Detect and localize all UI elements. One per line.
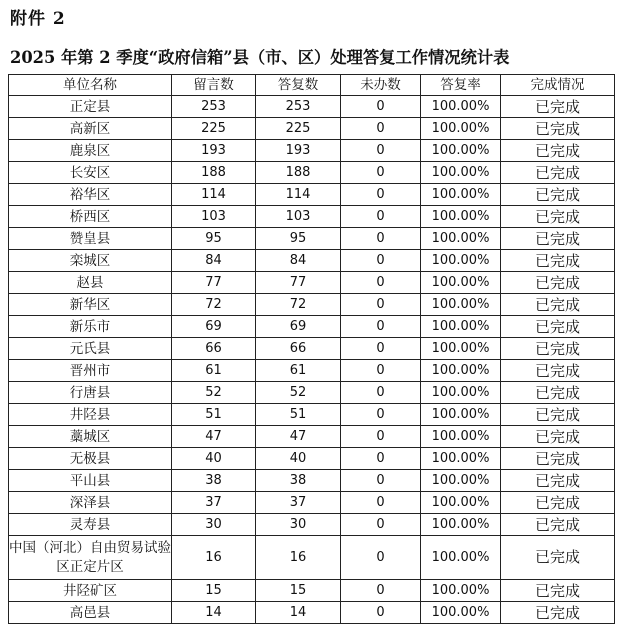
cell-unit-name: 高新区: [9, 118, 172, 140]
cell-unit-name: 无极县: [9, 448, 172, 470]
cell-message-count: 15: [172, 580, 256, 602]
table-row: [9, 426, 615, 448]
cell-reply-count: 52: [256, 382, 341, 404]
cell-message-count: 103: [172, 206, 256, 228]
cell-completion-status: 已完成: [501, 514, 615, 536]
table-row: [9, 492, 615, 514]
table-row: [9, 602, 615, 624]
cell-pending-count: 0: [341, 382, 421, 404]
table-row: [9, 316, 615, 338]
cell-unit-name: 赵县: [9, 272, 172, 294]
cell-pending-count: 0: [341, 162, 421, 184]
cell-completion-status: 已完成: [501, 184, 615, 206]
header-message-count: 留言数: [172, 75, 256, 96]
cell-completion-status: 已完成: [501, 602, 615, 624]
cell-completion-status: 已完成: [501, 206, 615, 228]
table-row: [9, 470, 615, 492]
cell-completion-status: 已完成: [501, 250, 615, 272]
table-header-row: [9, 75, 615, 96]
cell-reply-rate: 100.00%: [421, 602, 501, 624]
cell-completion-status: 已完成: [501, 426, 615, 448]
cell-reply-count: 15: [256, 580, 341, 602]
cell-reply-count: 37: [256, 492, 341, 514]
cell-unit-name: 新乐市: [9, 316, 172, 338]
table-row: [9, 96, 615, 118]
cell-pending-count: 0: [341, 536, 421, 580]
cell-message-count: 84: [172, 250, 256, 272]
cell-pending-count: 0: [341, 272, 421, 294]
cell-message-count: 30: [172, 514, 256, 536]
cell-unit-name: 藁城区: [9, 426, 172, 448]
cell-message-count: 69: [172, 316, 256, 338]
cell-reply-rate: 100.00%: [421, 228, 501, 250]
table-row: [9, 184, 615, 206]
cell-message-count: 37: [172, 492, 256, 514]
cell-pending-count: 0: [341, 448, 421, 470]
cell-unit-name: 中国（河北）自由贸易试验区正定片区: [9, 536, 172, 580]
cell-unit-name: 高邑县: [9, 602, 172, 624]
table-row: [9, 580, 615, 602]
cell-message-count: 188: [172, 162, 256, 184]
cell-unit-name: 井陉矿区: [9, 580, 172, 602]
table-row: [9, 338, 615, 360]
cell-pending-count: 0: [341, 514, 421, 536]
cell-completion-status: 已完成: [501, 96, 615, 118]
cell-pending-count: 0: [341, 206, 421, 228]
cell-unit-name: 栾城区: [9, 250, 172, 272]
cell-unit-name: 深泽县: [9, 492, 172, 514]
cell-unit-name: 新华区: [9, 294, 172, 316]
cell-completion-status: 已完成: [501, 448, 615, 470]
cell-reply-count: 103: [256, 206, 341, 228]
cell-reply-rate: 100.00%: [421, 448, 501, 470]
cell-message-count: 14: [172, 602, 256, 624]
cell-pending-count: 0: [341, 316, 421, 338]
cell-reply-rate: 100.00%: [421, 404, 501, 426]
cell-reply-rate: 100.00%: [421, 184, 501, 206]
cell-reply-rate: 100.00%: [421, 272, 501, 294]
cell-reply-rate: 100.00%: [421, 426, 501, 448]
page-title: 2025 年第 2 季度“政府信箱”县（市、区）处理答复工作情况统计表: [10, 48, 510, 67]
attachment-label: 附件 2: [10, 9, 66, 29]
cell-completion-status: 已完成: [501, 316, 615, 338]
cell-completion-status: 已完成: [501, 536, 615, 580]
statistics-table: [8, 74, 615, 624]
cell-reply-count: 253: [256, 96, 341, 118]
cell-reply-count: 95: [256, 228, 341, 250]
table-row: [9, 382, 615, 404]
cell-unit-name: 灵寿县: [9, 514, 172, 536]
cell-message-count: 16: [172, 536, 256, 580]
cell-completion-status: 已完成: [501, 404, 615, 426]
cell-message-count: 77: [172, 272, 256, 294]
cell-unit-name: 元氏县: [9, 338, 172, 360]
cell-reply-rate: 100.00%: [421, 206, 501, 228]
cell-message-count: 95: [172, 228, 256, 250]
cell-unit-name: 行唐县: [9, 382, 172, 404]
cell-reply-count: 69: [256, 316, 341, 338]
table-row: [9, 250, 615, 272]
cell-reply-count: 66: [256, 338, 341, 360]
cell-reply-rate: 100.00%: [421, 316, 501, 338]
table-row: [9, 206, 615, 228]
cell-pending-count: 0: [341, 580, 421, 602]
cell-reply-count: 16: [256, 536, 341, 580]
cell-pending-count: 0: [341, 184, 421, 206]
cell-pending-count: 0: [341, 404, 421, 426]
cell-unit-name: 井陉县: [9, 404, 172, 426]
table-row: [9, 140, 615, 162]
cell-reply-rate: 100.00%: [421, 514, 501, 536]
table-row: [9, 272, 615, 294]
cell-reply-rate: 100.00%: [421, 140, 501, 162]
cell-message-count: 38: [172, 470, 256, 492]
cell-reply-rate: 100.00%: [421, 294, 501, 316]
table-row: [9, 448, 615, 470]
cell-unit-name: 赞皇县: [9, 228, 172, 250]
cell-completion-status: 已完成: [501, 162, 615, 184]
cell-unit-name: 晋州市: [9, 360, 172, 382]
cell-completion-status: 已完成: [501, 360, 615, 382]
cell-message-count: 52: [172, 382, 256, 404]
cell-message-count: 253: [172, 96, 256, 118]
cell-reply-rate: 100.00%: [421, 382, 501, 404]
cell-reply-count: 84: [256, 250, 341, 272]
cell-reply-count: 47: [256, 426, 341, 448]
cell-completion-status: 已完成: [501, 382, 615, 404]
cell-completion-status: 已完成: [501, 470, 615, 492]
cell-reply-count: 38: [256, 470, 341, 492]
header-completion-status: 完成情况: [501, 75, 615, 96]
header-reply-rate: 答复率: [421, 75, 501, 96]
cell-reply-count: 193: [256, 140, 341, 162]
cell-reply-count: 30: [256, 514, 341, 536]
cell-message-count: 40: [172, 448, 256, 470]
header-unit-name: 单位名称: [9, 75, 172, 96]
cell-completion-status: 已完成: [501, 228, 615, 250]
cell-pending-count: 0: [341, 470, 421, 492]
cell-reply-rate: 100.00%: [421, 492, 501, 514]
cell-reply-rate: 100.00%: [421, 338, 501, 360]
cell-pending-count: 0: [341, 492, 421, 514]
cell-message-count: 61: [172, 360, 256, 382]
cell-reply-count: 40: [256, 448, 341, 470]
cell-unit-name: 桥西区: [9, 206, 172, 228]
cell-pending-count: 0: [341, 360, 421, 382]
cell-pending-count: 0: [341, 602, 421, 624]
table-row: [9, 294, 615, 316]
cell-completion-status: 已完成: [501, 580, 615, 602]
cell-reply-rate: 100.00%: [421, 470, 501, 492]
cell-reply-rate: 100.00%: [421, 580, 501, 602]
cell-reply-rate: 100.00%: [421, 96, 501, 118]
cell-reply-rate: 100.00%: [421, 162, 501, 184]
cell-pending-count: 0: [341, 250, 421, 272]
cell-reply-count: 77: [256, 272, 341, 294]
table-row: [9, 360, 615, 382]
cell-pending-count: 0: [341, 294, 421, 316]
cell-unit-name: 裕华区: [9, 184, 172, 206]
cell-reply-count: 51: [256, 404, 341, 426]
table-row: [9, 536, 615, 580]
cell-message-count: 51: [172, 404, 256, 426]
table-row: [9, 118, 615, 140]
cell-reply-count: 114: [256, 184, 341, 206]
cell-unit-name: 正定县: [9, 96, 172, 118]
cell-reply-rate: 100.00%: [421, 536, 501, 580]
cell-pending-count: 0: [341, 140, 421, 162]
header-pending-count: 未办数: [341, 75, 421, 96]
cell-pending-count: 0: [341, 96, 421, 118]
cell-message-count: 72: [172, 294, 256, 316]
cell-message-count: 225: [172, 118, 256, 140]
header-reply-count: 答复数: [256, 75, 341, 96]
cell-completion-status: 已完成: [501, 272, 615, 294]
cell-message-count: 114: [172, 184, 256, 206]
cell-completion-status: 已完成: [501, 492, 615, 514]
table-row: [9, 404, 615, 426]
cell-unit-name: 平山县: [9, 470, 172, 492]
cell-message-count: 66: [172, 338, 256, 360]
cell-reply-count: 14: [256, 602, 341, 624]
cell-message-count: 193: [172, 140, 256, 162]
cell-reply-count: 72: [256, 294, 341, 316]
cell-pending-count: 0: [341, 338, 421, 360]
table-row: [9, 228, 615, 250]
table-row: [9, 162, 615, 184]
cell-completion-status: 已完成: [501, 140, 615, 162]
cell-reply-rate: 100.00%: [421, 250, 501, 272]
cell-unit-name: 长安区: [9, 162, 172, 184]
cell-completion-status: 已完成: [501, 118, 615, 140]
cell-reply-count: 188: [256, 162, 341, 184]
cell-reply-rate: 100.00%: [421, 118, 501, 140]
cell-pending-count: 0: [341, 228, 421, 250]
cell-reply-rate: 100.00%: [421, 360, 501, 382]
cell-pending-count: 0: [341, 426, 421, 448]
cell-pending-count: 0: [341, 118, 421, 140]
table-row: [9, 514, 615, 536]
cell-completion-status: 已完成: [501, 338, 615, 360]
cell-reply-count: 61: [256, 360, 341, 382]
cell-reply-count: 225: [256, 118, 341, 140]
cell-unit-name: 鹿泉区: [9, 140, 172, 162]
cell-message-count: 47: [172, 426, 256, 448]
cell-completion-status: 已完成: [501, 294, 615, 316]
